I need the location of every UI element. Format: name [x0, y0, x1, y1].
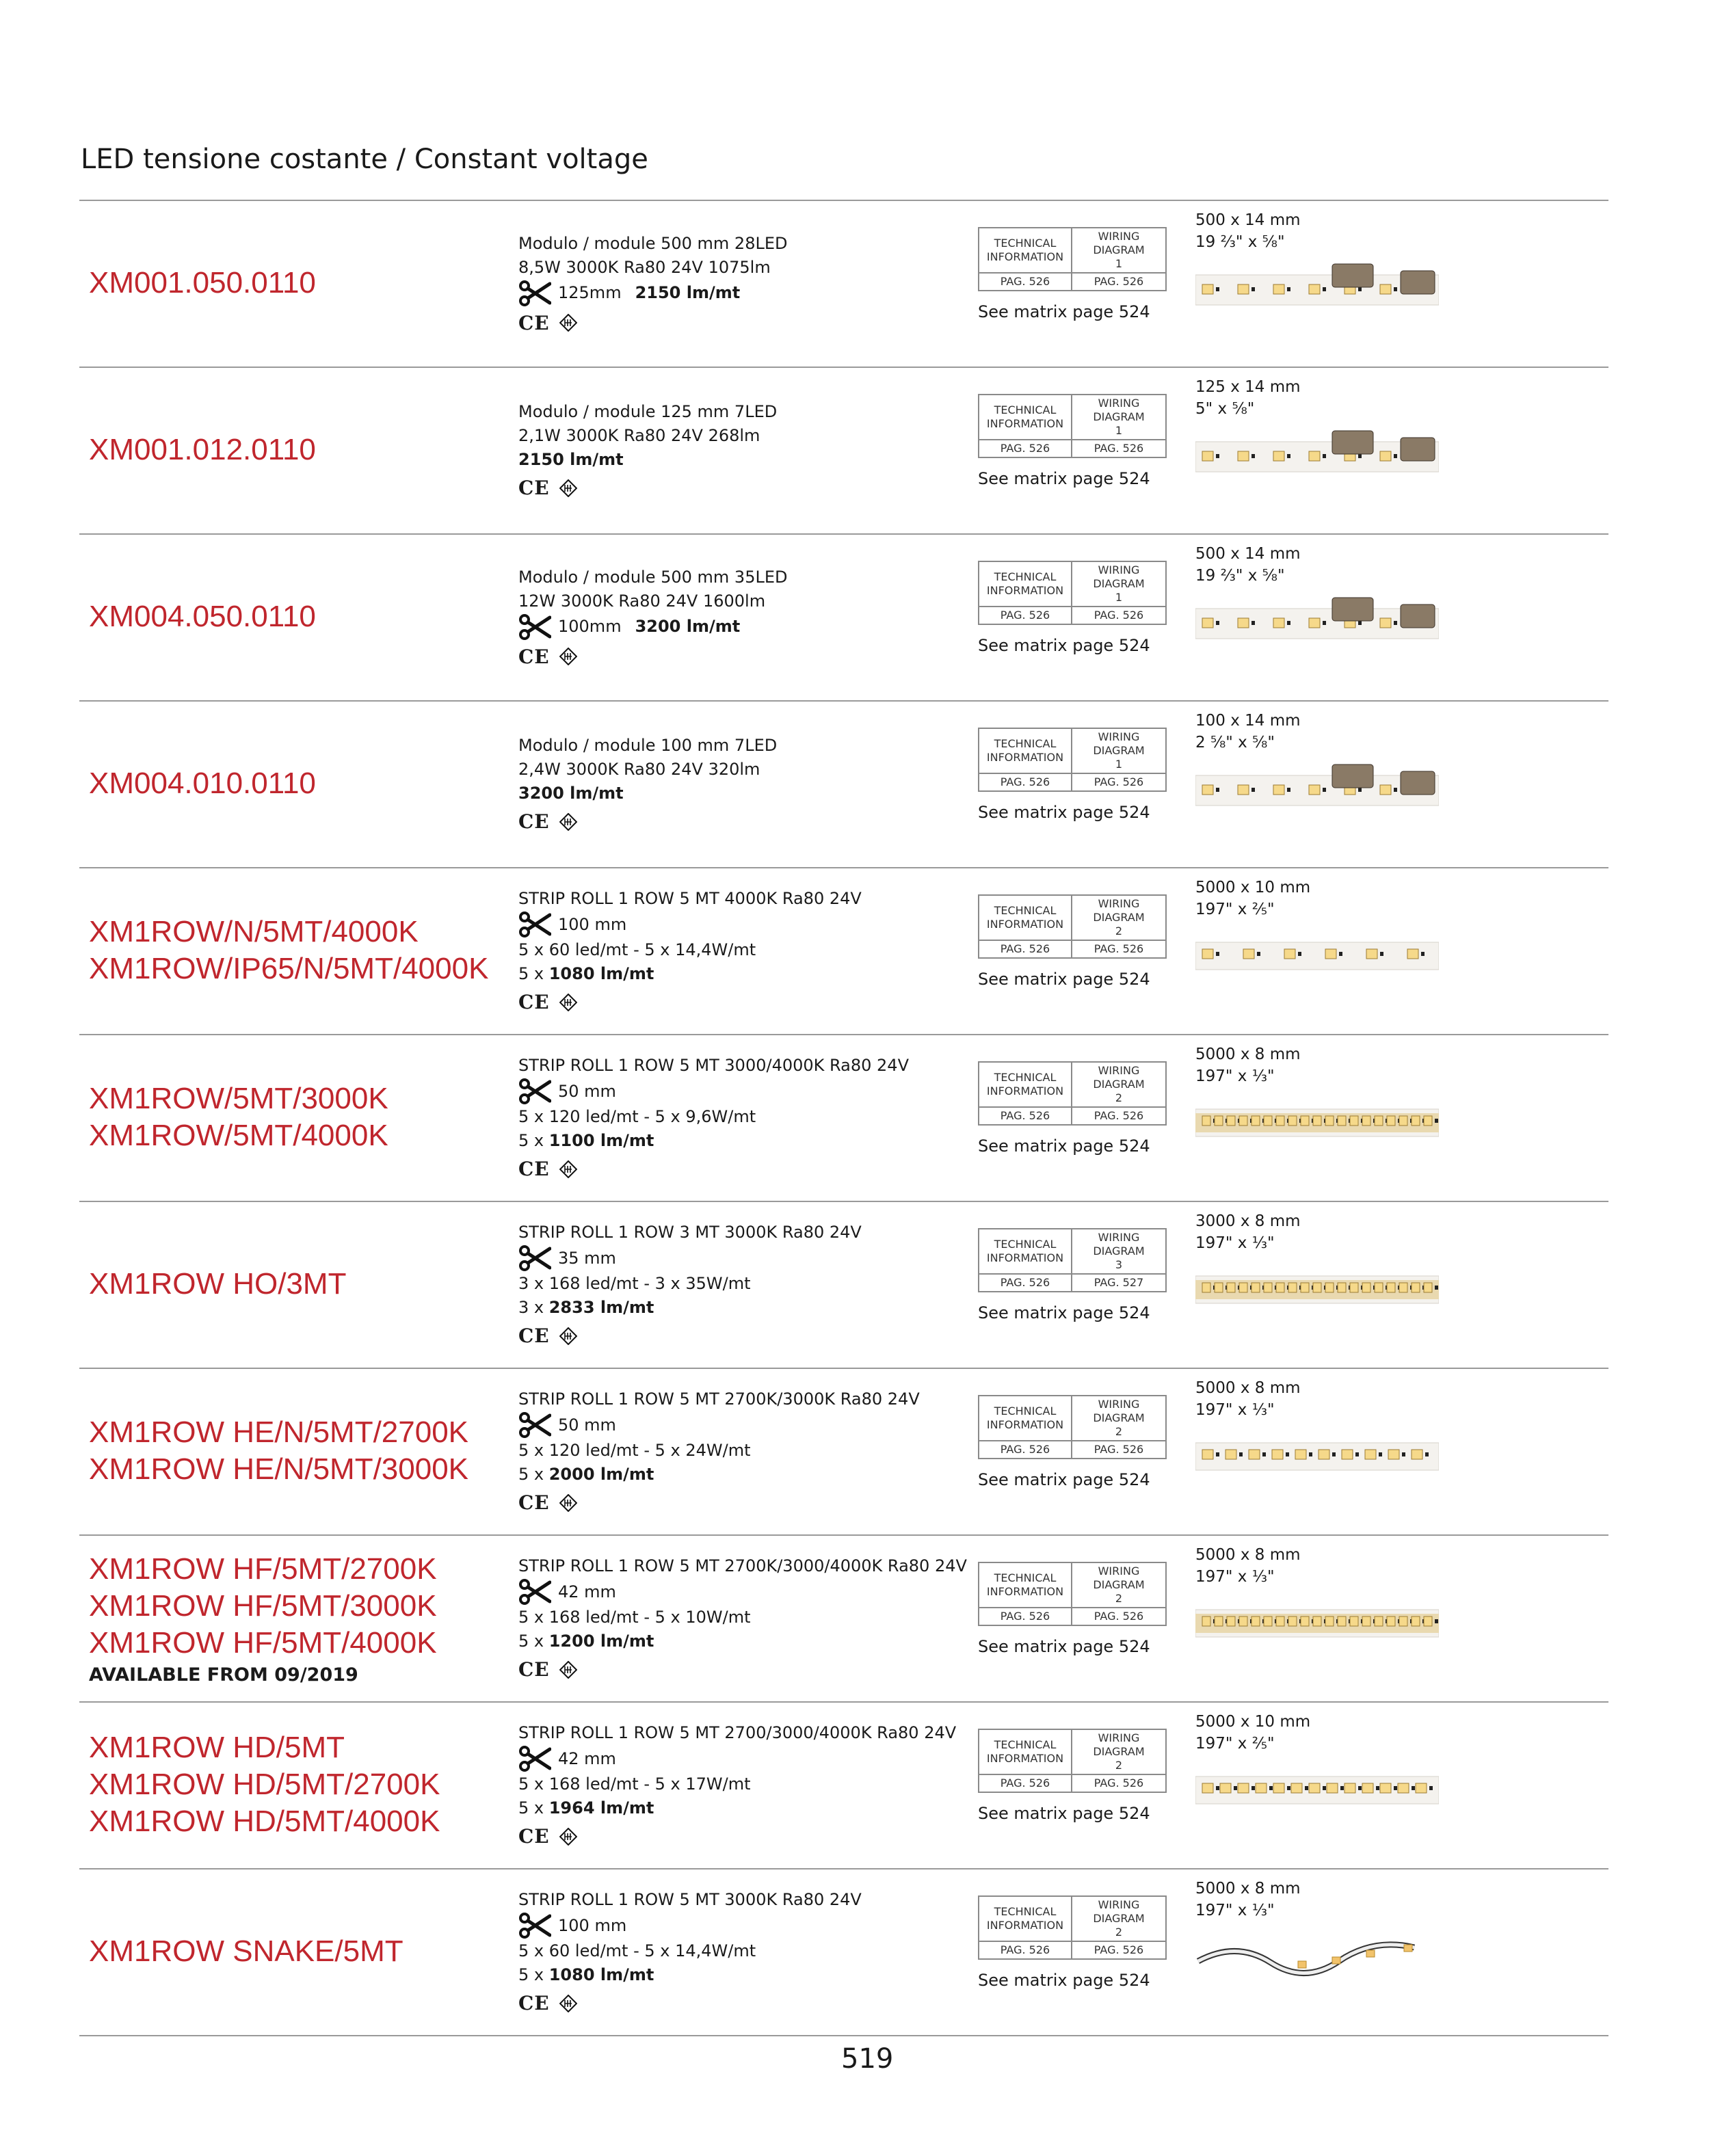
wiring-page-ref[interactable]: PAG. 526 [1094, 442, 1144, 455]
wiring-page-ref[interactable]: PAG. 526 [1094, 1109, 1144, 1122]
dimension-metric: 100 x 14 mm [1195, 712, 1301, 730]
reference-box [978, 728, 1167, 792]
cut-value: 50 mm [558, 1415, 616, 1435]
led-strip-image [1195, 1266, 1439, 1314]
led-strip-image [1195, 428, 1439, 476]
matrix-page-link[interactable]: See matrix page 524 [978, 1136, 1150, 1156]
product-row [79, 1701, 1608, 1868]
cut-value: 125mm [558, 283, 622, 302]
product-codes [89, 867, 513, 1034]
ce-mark-icon: CE [518, 1658, 550, 1681]
product-description [518, 867, 1038, 1034]
product-code: XM004.050.0110 [89, 600, 316, 633]
product-codes [89, 1034, 513, 1201]
cut-length [518, 280, 1038, 307]
ce-mark-icon: CE [518, 810, 550, 833]
certifications [518, 1157, 1038, 1181]
cut-length [518, 1411, 1038, 1439]
matrix-page-link[interactable]: See matrix page 524 [978, 302, 1150, 321]
product-code: XM1ROW/N/5MT/4000K [89, 915, 419, 948]
cut-value: 100 mm [558, 1915, 627, 1935]
reference-box [978, 1729, 1167, 1793]
dimension-metric: 5000 x 10 mm [1195, 879, 1311, 896]
led-strip-image [1195, 595, 1439, 643]
technical-page-ref[interactable]: PAG. 526 [979, 1275, 1072, 1291]
description-line: 12W 3000K Ra80 24V 1600lm [518, 591, 766, 611]
luminous-flux: 3 x 2833 lm/mt [518, 1298, 654, 1317]
luminous-flux: 2150 lm/mt [635, 283, 741, 302]
product-row [79, 200, 1608, 367]
technical-information-label: TECHNICAL INFORMATION [979, 896, 1072, 941]
product-code: XM004.010.0110 [89, 767, 316, 800]
technical-page-ref[interactable]: PAG. 526 [979, 607, 1072, 624]
safety-mark-icon [559, 1494, 577, 1512]
reference-box [978, 227, 1167, 291]
reference-box [978, 561, 1167, 625]
product-codes [89, 533, 513, 700]
dimension-imperial: 2 ⅝" x ⅝" [1195, 734, 1275, 751]
wiring-page-ref[interactable]: PAG. 526 [1094, 775, 1144, 788]
scissors-icon [518, 280, 551, 307]
cut-length [518, 911, 1038, 938]
description-line: 8,5W 3000K Ra80 24V 1075lm [518, 257, 771, 277]
description-line: STRIP ROLL 1 ROW 5 MT 2700/3000/4000K Ra80 24V [518, 1723, 957, 1742]
ce-mark-icon: CE [518, 645, 550, 668]
wiring-diagram-label: WIRING DIAGRAM 2 [1072, 1396, 1165, 1441]
technical-information-label: TECHNICAL INFORMATION [979, 729, 1072, 774]
technical-information-label: TECHNICAL INFORMATION [979, 1563, 1072, 1608]
luminous-flux: 5 x 1100 lm/mt [518, 1131, 654, 1150]
certifications [518, 1324, 1038, 1348]
safety-mark-icon [559, 314, 577, 332]
product-description [518, 533, 1038, 700]
dimension-metric: 5000 x 8 mm [1195, 1379, 1301, 1397]
wiring-page-ref[interactable]: PAG. 526 [1094, 1776, 1144, 1789]
ce-mark-icon: CE [518, 991, 550, 1013]
dimensions [1195, 1544, 1301, 1588]
product-description [518, 1034, 1038, 1201]
cut-value: 42 mm [558, 1748, 616, 1768]
safety-mark-icon [559, 1661, 577, 1679]
product-description [518, 1201, 1038, 1368]
product-code: XM1ROW/5MT/3000K [89, 1082, 388, 1115]
technical-page-ref[interactable]: PAG. 526 [979, 774, 1072, 790]
cut-length [518, 1578, 1038, 1606]
cut-length [518, 1745, 1038, 1772]
matrix-page-link[interactable]: See matrix page 524 [978, 1971, 1150, 1990]
reference-box [978, 1562, 1167, 1626]
product-description [518, 367, 1038, 533]
product-description [518, 200, 1038, 367]
technical-information-label: TECHNICAL INFORMATION [979, 1229, 1072, 1275]
wiring-page-ref[interactable]: PAG. 526 [1094, 275, 1144, 288]
cut-value: 42 mm [558, 1582, 616, 1601]
dimension-metric: 500 x 14 mm [1195, 211, 1301, 229]
technical-page-ref[interactable]: PAG. 526 [979, 1441, 1072, 1458]
product-description [518, 1534, 1038, 1701]
technical-information-label: TECHNICAL INFORMATION [979, 395, 1072, 440]
certifications [518, 645, 1038, 669]
led-density: 5 x 168 led/mt - 5 x 10W/mt [518, 1608, 751, 1627]
availability-note: AVAILABLE FROM 09/2019 [89, 1664, 358, 1686]
matrix-page-link[interactable]: See matrix page 524 [978, 1470, 1150, 1489]
luminous-flux: 2150 lm/mt [518, 450, 624, 469]
reference-box [978, 1228, 1167, 1292]
product-code: XM1ROW HO/3MT [89, 1267, 347, 1301]
cut-length [518, 1078, 1038, 1105]
scissors-icon [518, 1078, 551, 1105]
luminous-flux: 5 x 2000 lm/mt [518, 1465, 654, 1484]
product-row [79, 867, 1608, 1034]
dimensions [1195, 877, 1310, 920]
product-code: XM1ROW/IP65/N/5MT/4000K [89, 952, 489, 985]
dimension-imperial: 19 ⅔" x ⅝" [1195, 567, 1285, 585]
description-line: 2,1W 3000K Ra80 24V 268lm [518, 426, 760, 445]
led-strip-image [1195, 261, 1439, 309]
product-codes [89, 700, 513, 867]
dimension-imperial: 19 ⅔" x ⅝" [1195, 233, 1285, 251]
technical-page-ref[interactable]: PAG. 526 [979, 941, 1072, 957]
cut-length [518, 613, 1038, 641]
wiring-page-ref[interactable]: PAG. 527 [1094, 1276, 1144, 1289]
dimension-imperial: 197" x ⅓" [1195, 1902, 1275, 1919]
wiring-page-ref[interactable]: PAG. 526 [1094, 1943, 1144, 1956]
product-code: XM1ROW/5MT/4000K [89, 1119, 388, 1152]
certifications [518, 1824, 1038, 1848]
product-row [79, 533, 1608, 700]
dimension-metric: 5000 x 8 mm [1195, 1546, 1301, 1564]
certifications [518, 990, 1038, 1014]
wiring-page-ref[interactable]: PAG. 526 [1094, 1443, 1144, 1456]
description-line: Modulo / module 500 mm 35LED [518, 567, 788, 587]
product-code: XM1ROW HF/5MT/3000K [89, 1588, 437, 1623]
dimensions [1195, 1878, 1301, 1921]
dimension-metric: 500 x 14 mm [1195, 545, 1301, 563]
led-density: 5 x 60 led/mt - 5 x 14,4W/mt [518, 1941, 756, 1960]
wiring-diagram-label: WIRING DIAGRAM 2 [1072, 1063, 1165, 1108]
product-code: XM1ROW HF/5MT/2700K [89, 1552, 437, 1586]
product-description [518, 1868, 1038, 2035]
product-codes [89, 1201, 513, 1368]
ce-mark-icon: CE [518, 1825, 550, 1848]
product-codes [89, 367, 513, 533]
page-title: LED tensione costante / Constant voltage [81, 144, 648, 175]
dimension-metric: 125 x 14 mm [1195, 378, 1301, 396]
description-line: STRIP ROLL 1 ROW 5 MT 2700K/3000/4000K Ra80 24V [518, 1556, 967, 1575]
product-codes [89, 1701, 513, 1868]
reference-box [978, 1895, 1167, 1960]
certifications [518, 1491, 1038, 1515]
wiring-diagram-label: WIRING DIAGRAM 1 [1072, 228, 1165, 274]
wiring-diagram-label: WIRING DIAGRAM 1 [1072, 729, 1165, 774]
product-row [79, 1034, 1608, 1201]
matrix-page-link[interactable]: See matrix page 524 [978, 970, 1150, 989]
dimension-metric: 5000 x 10 mm [1195, 1713, 1311, 1731]
dimension-metric: 3000 x 8 mm [1195, 1212, 1301, 1230]
certifications [518, 311, 1038, 335]
led-density: 3 x 168 led/mt - 3 x 35W/mt [518, 1274, 751, 1293]
ce-mark-icon: CE [518, 477, 550, 499]
product-code: XM1ROW HE/N/5MT/3000K [89, 1452, 469, 1486]
safety-mark-icon [559, 1828, 577, 1846]
led-density: 5 x 168 led/mt - 5 x 17W/mt [518, 1774, 751, 1794]
description-line: STRIP ROLL 1 ROW 5 MT 3000/4000K Ra80 24V [518, 1056, 909, 1075]
wiring-diagram-label: WIRING DIAGRAM 3 [1072, 1229, 1165, 1275]
luminous-flux: 5 x 1080 lm/mt [518, 964, 654, 983]
led-strip-image [1195, 762, 1439, 810]
luminous-flux: 3200 lm/mt [518, 784, 624, 803]
description-line: 2,4W 3000K Ra80 24V 320lm [518, 760, 760, 779]
dimensions [1195, 1711, 1310, 1755]
reference-box [978, 1061, 1167, 1126]
dimension-imperial: 5" x ⅝" [1195, 400, 1255, 418]
ce-mark-icon: CE [518, 1491, 550, 1514]
scissors-icon [518, 1578, 551, 1606]
certifications [518, 810, 1038, 834]
wiring-diagram-label: WIRING DIAGRAM 2 [1072, 1730, 1165, 1775]
dimension-imperial: 197" x ⅓" [1195, 1401, 1275, 1419]
reference-box [978, 394, 1167, 458]
technical-information-label: TECHNICAL INFORMATION [979, 1730, 1072, 1775]
product-code: XM001.050.0110 [89, 266, 316, 300]
matrix-page-link[interactable]: See matrix page 524 [978, 1303, 1150, 1322]
luminous-flux: 5 x 1200 lm/mt [518, 1632, 654, 1651]
safety-mark-icon [559, 994, 577, 1011]
wiring-diagram-label: WIRING DIAGRAM 2 [1072, 1563, 1165, 1608]
product-codes [89, 1868, 513, 2035]
luminous-flux: 5 x 1080 lm/mt [518, 1965, 654, 1984]
ce-mark-icon: CE [518, 1992, 550, 2014]
certifications [518, 1991, 1038, 2015]
description-line: Modulo / module 100 mm 7LED [518, 736, 778, 755]
cut-value: 35 mm [558, 1248, 616, 1268]
product-description [518, 1368, 1038, 1534]
technical-page-ref[interactable]: PAG. 526 [979, 1775, 1072, 1792]
led-strip-image [1195, 1600, 1439, 1648]
product-row [79, 1534, 1608, 1701]
matrix-page-link[interactable]: See matrix page 524 [978, 469, 1150, 488]
certifications [518, 476, 1038, 500]
description-line: Modulo / module 500 mm 28LED [518, 233, 788, 253]
cut-value: 100 mm [558, 914, 627, 934]
wiring-diagram-label: WIRING DIAGRAM 2 [1072, 896, 1165, 941]
technical-information-label: TECHNICAL INFORMATION [979, 228, 1072, 274]
cut-value: 100mm [558, 617, 622, 636]
led-density: 5 x 60 led/mt - 5 x 14,4W/mt [518, 940, 756, 959]
technical-page-ref[interactable]: PAG. 526 [979, 1108, 1072, 1124]
product-row [79, 1201, 1608, 1368]
ce-mark-icon: CE [518, 1158, 550, 1180]
row-divider [79, 2035, 1608, 2036]
description-line: STRIP ROLL 1 ROW 3 MT 3000K Ra80 24V [518, 1223, 862, 1242]
product-code: XM1ROW SNAKE/5MT [89, 1934, 403, 1968]
technical-page-ref[interactable]: PAG. 526 [979, 1942, 1072, 1958]
luminous-flux: 3200 lm/mt [635, 617, 741, 636]
dimension-imperial: 197" x ⅓" [1195, 1234, 1275, 1252]
scissors-icon [518, 1411, 551, 1439]
product-code: XM1ROW HE/N/5MT/2700K [89, 1415, 469, 1449]
scissors-icon [518, 613, 551, 641]
ce-mark-icon: CE [518, 311, 550, 334]
dimension-imperial: 197" x ⅓" [1195, 1067, 1275, 1085]
scissors-icon [518, 1912, 551, 1939]
dimension-metric: 5000 x 8 mm [1195, 1046, 1301, 1063]
cut-value: 50 mm [558, 1081, 616, 1101]
matrix-page-link[interactable]: See matrix page 524 [978, 636, 1150, 655]
wiring-diagram-label: WIRING DIAGRAM 1 [1072, 562, 1165, 607]
page-number: 519 [841, 2043, 894, 2075]
led-density: 5 x 120 led/mt - 5 x 24W/mt [518, 1441, 751, 1460]
reference-box [978, 894, 1167, 959]
product-codes [89, 1368, 513, 1534]
product-description [518, 1701, 1038, 1868]
led-strip-image [1195, 1433, 1439, 1481]
scissors-icon [518, 1745, 551, 1772]
description-line: Modulo / module 125 mm 7LED [518, 402, 778, 421]
wiring-page-ref[interactable]: PAG. 526 [1094, 942, 1144, 955]
cut-length [518, 1912, 1038, 1939]
product-code: XM1ROW HF/5MT/4000K [89, 1625, 437, 1660]
scissors-icon [518, 1245, 551, 1272]
wiring-page-ref[interactable]: PAG. 526 [1094, 609, 1144, 622]
luminous-flux: 5 x 1964 lm/mt [518, 1798, 654, 1818]
dimensions [1195, 543, 1301, 587]
led-strip-image [1195, 1767, 1439, 1815]
certifications [518, 1658, 1038, 1681]
description-line: STRIP ROLL 1 ROW 5 MT 3000K Ra80 24V [518, 1890, 862, 1909]
safety-mark-icon [559, 1995, 577, 2012]
safety-mark-icon [559, 1327, 577, 1345]
safety-mark-icon [559, 813, 577, 831]
product-code: XM1ROW HD/5MT/4000K [89, 1805, 440, 1838]
safety-mark-icon [559, 648, 577, 665]
description-line: STRIP ROLL 1 ROW 5 MT 2700K/3000K Ra80 24V [518, 1389, 920, 1409]
matrix-page-link[interactable]: See matrix page 524 [978, 803, 1150, 822]
dimensions [1195, 1210, 1301, 1254]
technical-page-ref[interactable]: PAG. 526 [979, 274, 1072, 290]
product-row [79, 367, 1608, 533]
product-row [79, 1368, 1608, 1534]
product-codes [89, 200, 513, 367]
dimensions [1195, 1043, 1301, 1087]
led-density: 5 x 120 led/mt - 5 x 9,6W/mt [518, 1107, 756, 1126]
product-description [518, 700, 1038, 867]
product-code: XM1ROW HD/5MT/2700K [89, 1768, 440, 1801]
dimension-metric: 5000 x 8 mm [1195, 1880, 1301, 1898]
technical-information-label: TECHNICAL INFORMATION [979, 1396, 1072, 1441]
technical-information-label: TECHNICAL INFORMATION [979, 562, 1072, 607]
matrix-page-link[interactable]: See matrix page 524 [978, 1637, 1150, 1656]
product-codes [89, 1534, 513, 1701]
dimensions [1195, 710, 1301, 754]
description-line: STRIP ROLL 1 ROW 5 MT 4000K Ra80 24V [518, 889, 862, 908]
technical-page-ref[interactable]: PAG. 526 [979, 1608, 1072, 1625]
led-strip-image [1195, 1100, 1439, 1147]
dimension-imperial: 197" x ⅓" [1195, 1568, 1275, 1586]
wiring-diagram-label: WIRING DIAGRAM 2 [1072, 1897, 1165, 1942]
dimensions [1195, 1377, 1301, 1421]
led-strip-image [1195, 1934, 1439, 1982]
reference-box [978, 1395, 1167, 1459]
technical-information-label: TECHNICAL INFORMATION [979, 1897, 1072, 1942]
product-row [79, 700, 1608, 867]
product-code: XM001.012.0110 [89, 433, 316, 466]
safety-mark-icon [559, 1160, 577, 1178]
cut-length [518, 1245, 1038, 1272]
technical-information-label: TECHNICAL INFORMATION [979, 1063, 1072, 1108]
dimensions [1195, 376, 1301, 420]
product-row [79, 1868, 1608, 2035]
wiring-diagram-label: WIRING DIAGRAM 1 [1072, 395, 1165, 440]
safety-mark-icon [559, 479, 577, 497]
ce-mark-icon: CE [518, 1325, 550, 1347]
matrix-page-link[interactable]: See matrix page 524 [978, 1804, 1150, 1823]
dimension-imperial: 197" x ⅖" [1195, 901, 1275, 918]
scissors-icon [518, 911, 551, 938]
dimension-imperial: 197" x ⅖" [1195, 1735, 1275, 1753]
led-strip-image [1195, 933, 1439, 981]
wiring-page-ref[interactable]: PAG. 526 [1094, 1610, 1144, 1623]
product-code: XM1ROW HD/5MT [89, 1731, 345, 1764]
dimensions [1195, 209, 1301, 253]
technical-page-ref[interactable]: PAG. 526 [979, 440, 1072, 457]
